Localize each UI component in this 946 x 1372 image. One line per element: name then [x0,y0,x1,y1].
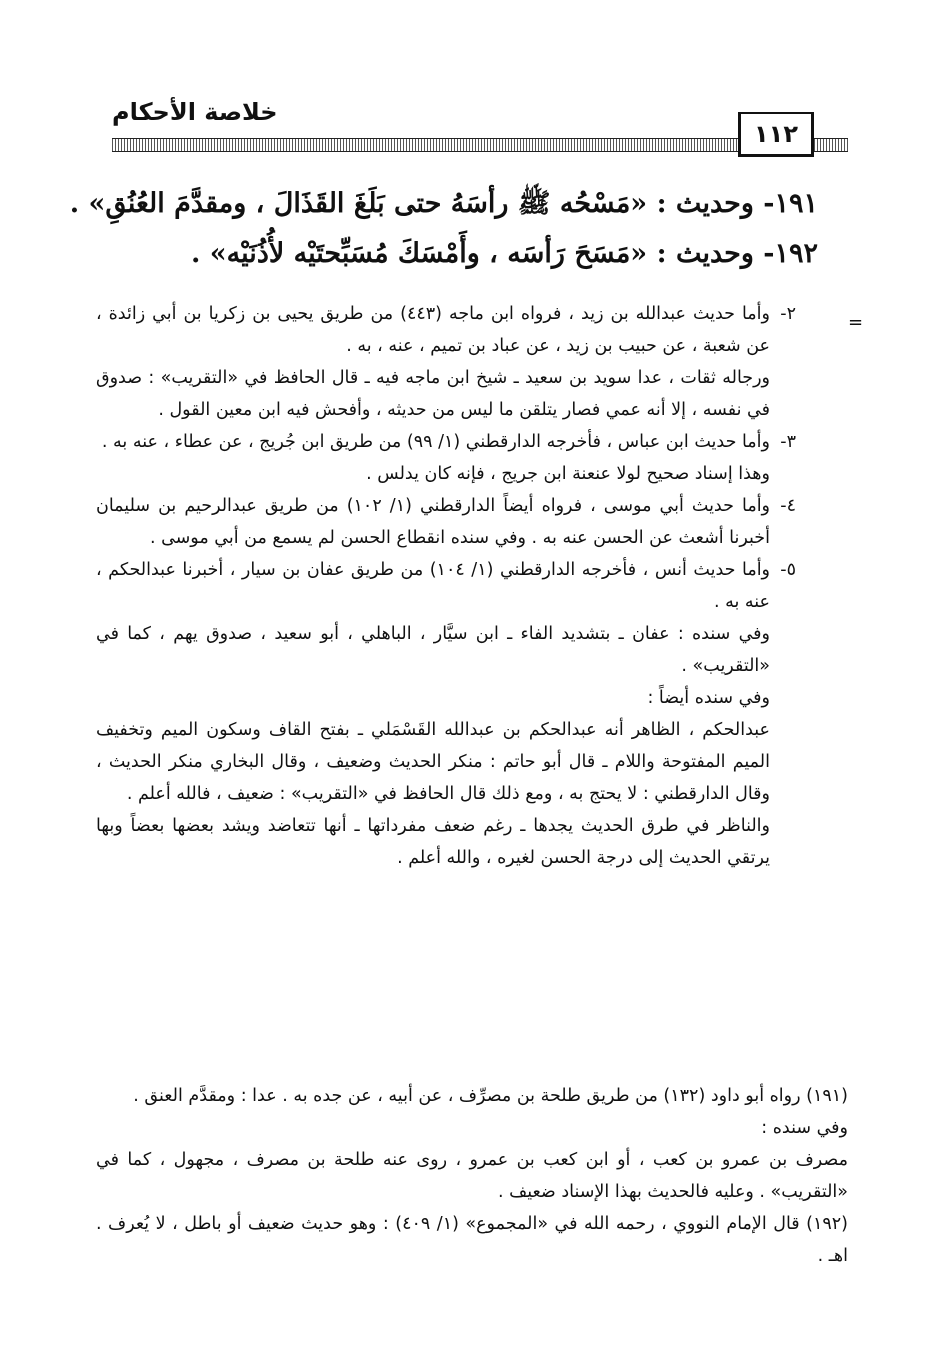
footnote-191: (١٩١) رواه أبو داود (١٣٢) من طريق طلحة بن مصرِّف ، عن أبيه ، عن جده به . عدا : ومقدَّم العنق . [133,1086,848,1106]
note-text: وأما حديث عبدالله بن زيد ، فرواه ابن ماجه (٤٤٣) من طريق يحيى بن زكريا بن أبي زائدة ، عن شعبة ، عن حبيب بن زيد ، عن عباد بن تميم ، عنه ، به . [96,304,770,356]
note-paragraph: والناظر في طرق الحديث يجدها ـ رغم ضعف مفرداتها ـ أنها تتعاضد ويشد بعضها بعضاً وبها يرتقي الحديث إلى درجة الحسن لغيره ، والله أعلم . [96,816,770,868]
note-number: ٢- [780,304,796,324]
note-paragraph [96,554,796,618]
note-number: ٥- [780,560,796,580]
note-paragraph [96,490,796,554]
notes-section [96,298,796,874]
hadith-192: ١٩٢- وحديث : «مَسَحَ رَأسَه ، وأَمْسَكَ مُسَبِّحتَيْه لأُذُنَيْه» . [191,238,818,269]
header-rule-right [808,138,848,152]
footnotes-section [96,1080,848,1272]
hadith-191: ١٩١- وحديث : «مَسْحُه ﷺ رأسَهُ حتى بَلَغَ القَذَالَ ، ومقدَّمَ العُنُقِ» . [69,188,818,219]
note-paragraph [96,298,796,362]
note-text: وأما حديث ابن عباس ، فأخرجه الدارقطني (١/ ٩٩) من طريق ابن جُريج ، عن عطاء ، عنه به . [101,432,770,452]
running-header-title: خلاصة الأحكام [112,98,278,126]
footnote-paragraph: مصرف بن عمرو بن كعب ، أو ابن كعب بن عمرو ، روى عنه طلحة بن مصرف ، مجهول ، كما في «التقريب» . وعليه فالحديث بهذا الإسناد ضعيف . [96,1150,848,1202]
footnote-192: (١٩٢) قال الإمام النووي ، رحمه الله في «المجموع» (١/ ٤٠٩) : وهو حديث ضعيف أو باطل ، لا يُعرف . اهـ . [96,1214,848,1266]
note-paragraph: وهذا إسناد صحيح لولا عنعنة ابن جريج ، فإنه كان يدلس . [366,464,770,484]
note-paragraph: ورجاله ثقات ، عدا سويد بن سعيد ـ شيخ ابن ماجه فيه ـ قال الحافظ في «التقريب» : صدوق في نفسه ، إلا أنه عمي فصار يتلقن ما ليس من حديثه ، وأفحش فيه ابن معين القول . [96,368,770,420]
header-rule [112,138,738,152]
note-paragraph [96,426,796,458]
page-number: ١١٢ [738,114,814,157]
note-paragraph: وفي سنده : عفان ـ بتشديد الفاء ـ ابن سيَّار ، الباهلي ، أبو سعيد ، صدوق يهم ، كما في «التقريب» . [96,624,770,676]
note-text: وأما حديث أنس ، فأخرجه الدارقطني (١/ ١٠٤) من طريق عفان بن سيار ، أخبرنا عبدالحكم ، عنه به . [96,560,771,612]
note-number: ٤- [780,496,796,516]
note-number: ٣- [780,432,796,452]
note-text: وأما حديث أبي موسى ، فرواه أيضاً الدارقطني (١/ ١٠٢) من طريق عبدالرحيم بن سليمان أخبرنا أشعث عن الحسن عنه به . وفي سنده انقطاع الحسن لم يسمع من أبي موسى . [96,496,771,548]
continuation-mark: = [848,312,864,333]
note-paragraph: وفي سنده أيضاً : [647,688,770,708]
footnote-paragraph: وفي سنده : [761,1118,848,1138]
note-paragraph: عبدالحكم ، الظاهر أنه عبدالحكم بن عبدالله القَسْمَلي ـ بفتح القاف وسكون الميم وتخفيف الميم المفتوحة واللام ـ قال أبو حاتم : منكر الحديث وضعيف ، وقال البخاري منكر الحديث ، وقال الدارقطني : لا يحتج به ، ومع ذلك قال الحافظ في «التقريب» : ضعيف ، فالله أعلم . [96,720,770,804]
